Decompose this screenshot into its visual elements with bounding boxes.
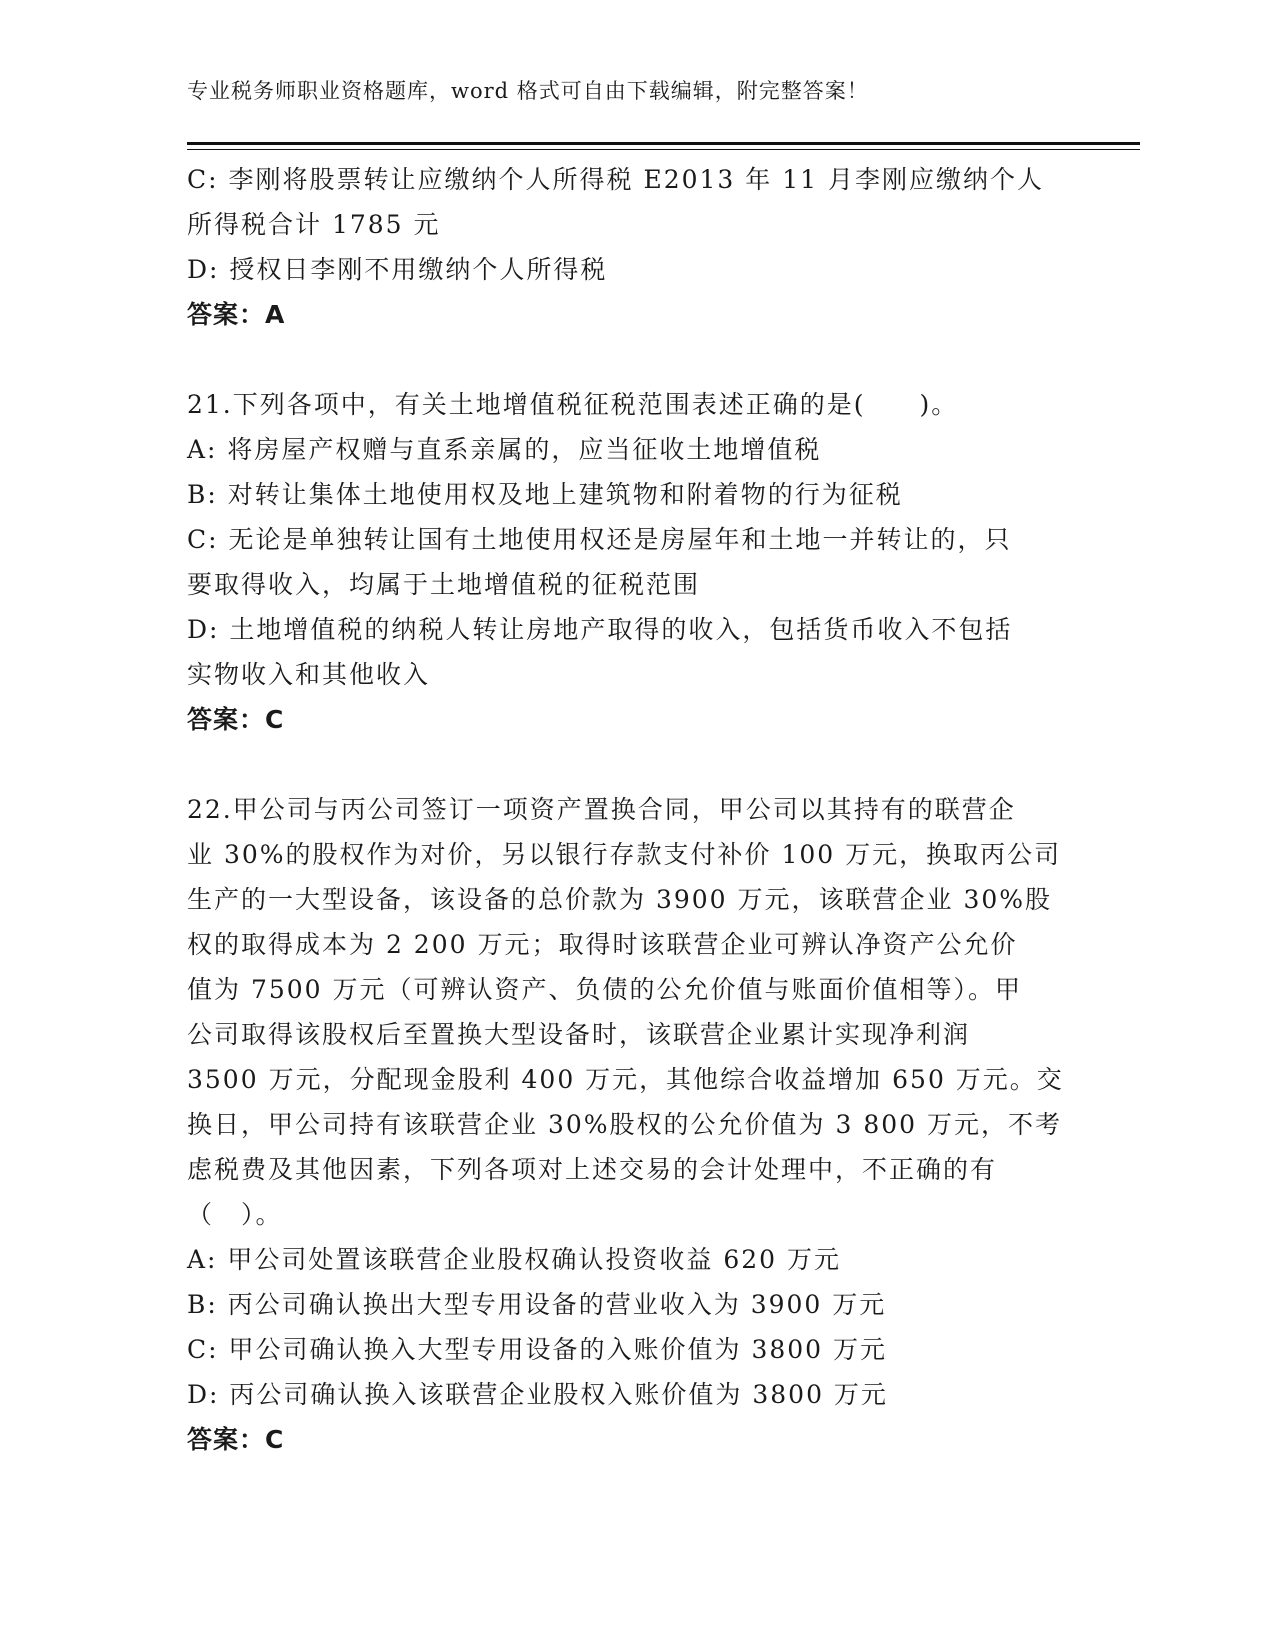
q22-stem-line: 值为 7500 万元（可辨认资产、负债的公允价值与账面价值相等）。甲: [187, 975, 1023, 1004]
q21-option-b: B: 对转让集体土地使用权及地上建筑物和附着物的行为征税: [187, 480, 903, 509]
q21-option-c-line1: C: 无论是单独转让国有土地使用权还是房屋年和土地一并转让的，只: [187, 525, 1012, 554]
spacer: [187, 742, 1067, 787]
q21-option-d-line1: D: 土地增值税的纳税人转让房地产取得的收入，包括货币收入不包括: [187, 615, 1013, 644]
q22-stem-line: 22.甲公司与丙公司签订一项资产置换合同，甲公司以其持有的联营企: [187, 795, 1016, 824]
document-body: [187, 157, 1067, 1462]
q21-option-a: A: 将房屋产权赠与直系亲属的，应当征收土地增值税: [187, 435, 822, 464]
q21-answer: 答案：C: [187, 705, 285, 734]
q21-stem: 21.下列各项中，有关土地增值税征税范围表述正确的是( )。: [187, 390, 959, 419]
q20-answer: 答案：A: [187, 300, 286, 329]
q22-option-c: C: 甲公司确认换入大型专用设备的入账价值为 3800 万元: [187, 1335, 888, 1364]
q22-option-a: A: 甲公司处置该联营企业股权确认投资收益 620 万元: [187, 1245, 842, 1274]
question-22: [187, 787, 1067, 1462]
q22-stem-line: 换日，甲公司持有该联营企业 30%股权的公允价值为 3 800 万元，不考: [187, 1110, 1062, 1139]
page-header: 专业税务师职业资格题库，word 格式可自由下载编辑，附完整答案！: [187, 79, 869, 103]
q22-stem-line: 虑税费及其他因素，下列各项对上述交易的会计处理中，不正确的有: [187, 1155, 998, 1184]
q22-option-d: D: 丙公司确认换入该联营企业股权入账价值为 3800 万元: [187, 1380, 888, 1409]
q22-stem-line: 公司取得该股权后至置换大型设备时，该联营企业累计实现净利润: [187, 1020, 971, 1049]
spacer: [187, 337, 1067, 382]
q20-option-c-line1: C: 李刚将股票转让应缴纳个人所得税 E2013 年 11 月李刚应缴纳个人: [187, 165, 1044, 194]
q20-option-c-line2: 所得税合计 1785 元: [187, 210, 441, 239]
question-20-continued: [187, 157, 1067, 337]
q21-option-d-line2: 实物收入和其他收入: [187, 660, 431, 689]
header-divider-thin: [187, 149, 1140, 150]
q22-stem-line: 业 30%的股权作为对价，另以银行存款支付补价 100 万元，换取丙公司: [187, 840, 1062, 869]
q22-option-b: B: 丙公司确认换出大型专用设备的营业收入为 3900 万元: [187, 1290, 887, 1319]
q21-option-c-line2: 要取得收入，均属于土地增值税的征税范围: [187, 570, 701, 599]
question-21: [187, 382, 1067, 742]
q22-answer: 答案：C: [187, 1425, 285, 1454]
q22-stem-line: （ ）。: [187, 1200, 283, 1229]
q20-option-d: D: 授权日李刚不用缴纳个人所得税: [187, 255, 608, 284]
q22-stem-line: 3500 万元，分配现金股利 400 万元，其他综合收益增加 650 万元。交: [187, 1065, 1064, 1094]
header-divider-thick: [187, 142, 1140, 145]
q22-stem-line: 生产的一大型设备，该设备的总价款为 3900 万元，该联营企业 30%股: [187, 885, 1053, 914]
q22-stem-line: 权的取得成本为 2 200 万元；取得时该联营企业可辨认净资产公允价: [187, 930, 1018, 959]
